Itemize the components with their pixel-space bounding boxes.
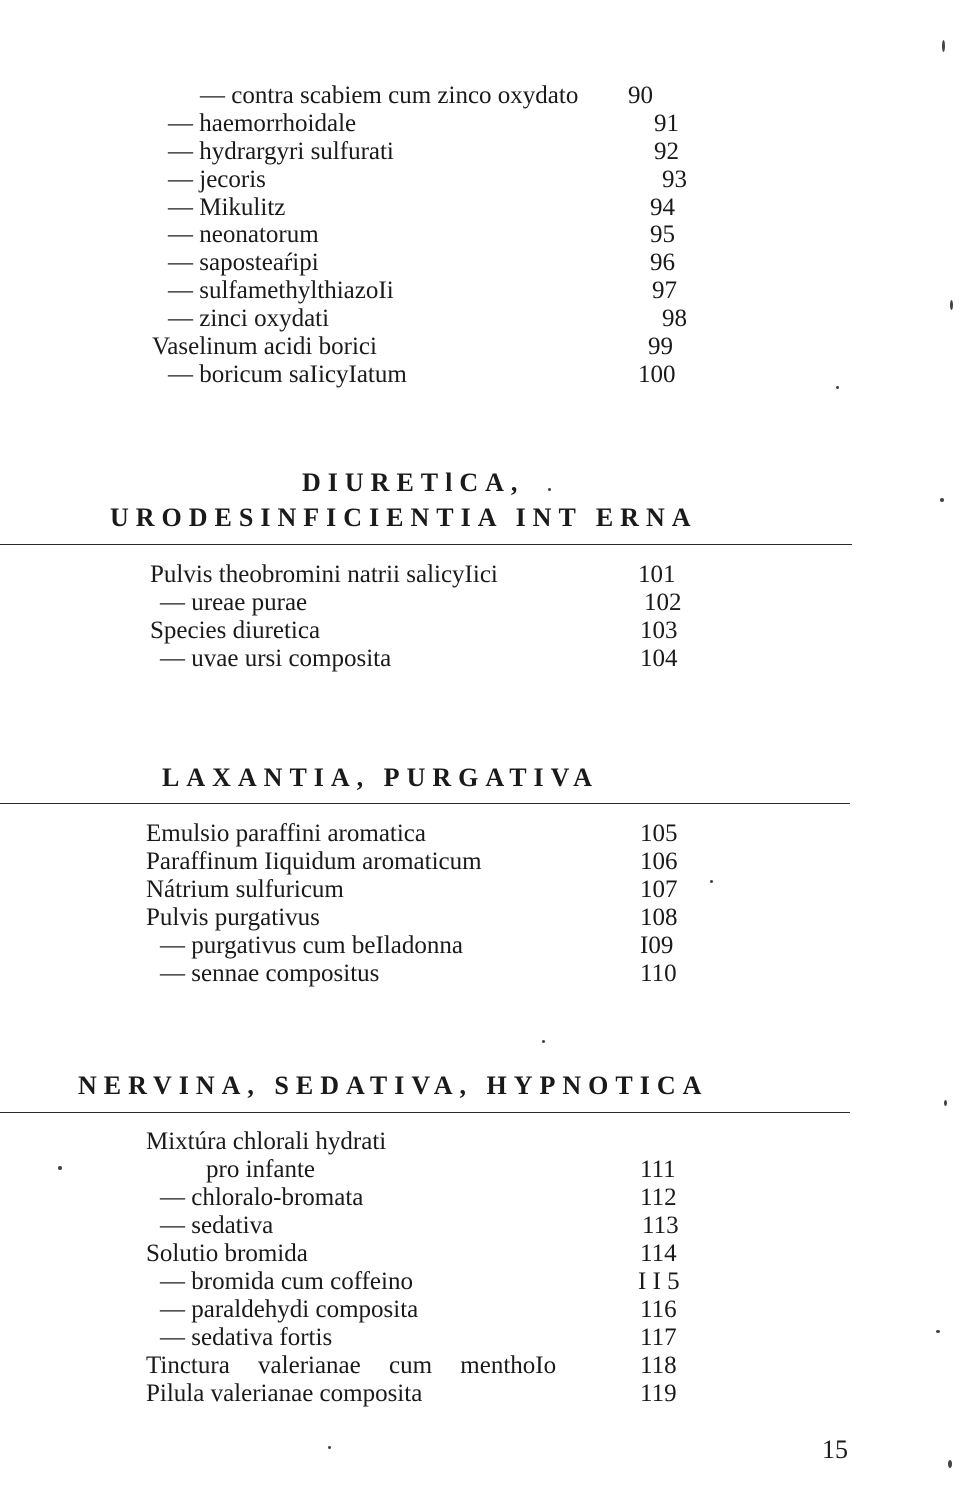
entry-label: — zinci oxydati <box>168 305 330 332</box>
entry-label: Pulvis purgativus <box>146 904 320 931</box>
entry-number: 96 <box>650 249 675 276</box>
entry-label: — haemorrhoidale <box>168 110 357 137</box>
entry-number: 90 <box>628 82 653 109</box>
entry-label: — paraldehydi composita <box>160 1296 419 1323</box>
entry-number: 92 <box>654 138 679 165</box>
section-heading-laxantia: LAXANTIA, PURGATIVA <box>162 763 599 792</box>
section-heading-nervina: NERVINA, SEDATIVA, HYPNOTICA <box>78 1071 709 1100</box>
entry-number: 116 <box>640 1296 677 1323</box>
entry-label: — neonatorum <box>168 221 319 248</box>
entry-number: 114 <box>640 1240 677 1267</box>
entry-label: — chloralo-bromata <box>160 1184 364 1211</box>
entry-label: — uvae ursi composita <box>160 645 392 672</box>
entry-label: — sennae compositus <box>160 960 380 987</box>
entry-number: 97 <box>652 277 677 304</box>
section-heading-diuretica-line2: URODESINFICIENTIA INT ERNA <box>110 503 698 532</box>
entry-label: Pilula valerianae composita <box>146 1380 423 1407</box>
entry-label: — sedativa <box>160 1212 274 1239</box>
entry-label: — sulfamethylthiazoIi <box>168 277 394 304</box>
entry-number: 107 <box>640 876 678 903</box>
entry-number: 102 <box>644 589 682 616</box>
entry-number: 111 <box>640 1156 676 1183</box>
entry-label: — ureae purae <box>160 589 308 616</box>
entry-label: — hydrargyri sulfurati <box>168 138 394 165</box>
entry-number: 100 <box>638 361 676 388</box>
entry-number: 106 <box>640 848 678 875</box>
entry-label: Vaselinum acidi borici <box>152 333 377 360</box>
section-heading-diuretica: DIURETlCA, <box>302 468 525 497</box>
entry-label: Species diuretica <box>150 617 321 644</box>
entry-number: 108 <box>640 904 678 931</box>
entry-number: I09 <box>640 932 674 959</box>
entry-label: — saposteaŕipi <box>168 249 319 276</box>
entry-number: 110 <box>640 960 677 987</box>
section-divider <box>0 803 850 804</box>
entry-number: 99 <box>648 333 673 360</box>
section-divider <box>0 544 852 545</box>
entry-label: — sedativa fortis <box>160 1324 333 1351</box>
entry-label: — jecoris <box>168 166 266 193</box>
entry-number: 101 <box>638 561 676 588</box>
entry-number: 91 <box>654 110 679 137</box>
entry-number: 112 <box>640 1184 677 1211</box>
entry-label: Paraffinum Iiquidum aromaticum <box>146 848 482 875</box>
entry-label: Solutio bromida <box>146 1240 308 1267</box>
entry-number: 104 <box>640 645 678 672</box>
entry-number: 105 <box>640 820 678 847</box>
entry-number: 103 <box>640 617 678 644</box>
entry-label: pro infante <box>206 1156 315 1183</box>
entry-number: 113 <box>642 1212 679 1239</box>
entry-number: 118 <box>640 1352 677 1379</box>
entry-number: 119 <box>640 1380 677 1407</box>
entry-number: I I 5 <box>638 1268 680 1295</box>
entry-label: — bromida cum coffeino <box>160 1268 413 1295</box>
entry-label: Tinctura valerianae cum menthoIo <box>146 1352 557 1379</box>
entry-number: 93 <box>662 166 687 193</box>
entry-label: — contra scabiem cum zinco oxydato <box>200 82 579 109</box>
entry-label: — purgativus cum beIladonna <box>160 932 463 959</box>
entry-label: Pulvis theobromini natrii salicyIici <box>150 561 498 588</box>
entry-number: 117 <box>640 1324 677 1351</box>
entry-number: 94 <box>650 194 675 221</box>
entry-label: — Mikulitz <box>168 194 286 221</box>
section-divider <box>0 1112 850 1113</box>
entry-number: 98 <box>662 305 687 332</box>
entry-label: Nátrium sulfuricum <box>146 876 344 903</box>
entry-label: — boricum saIicyIatum <box>168 361 407 388</box>
entry-number: 95 <box>650 221 675 248</box>
entry-label: Emulsio paraffini aromatica <box>146 820 426 847</box>
page-number: 15 <box>822 1435 848 1464</box>
entry-label: Mixtúra chlorali hydrati <box>146 1128 387 1155</box>
